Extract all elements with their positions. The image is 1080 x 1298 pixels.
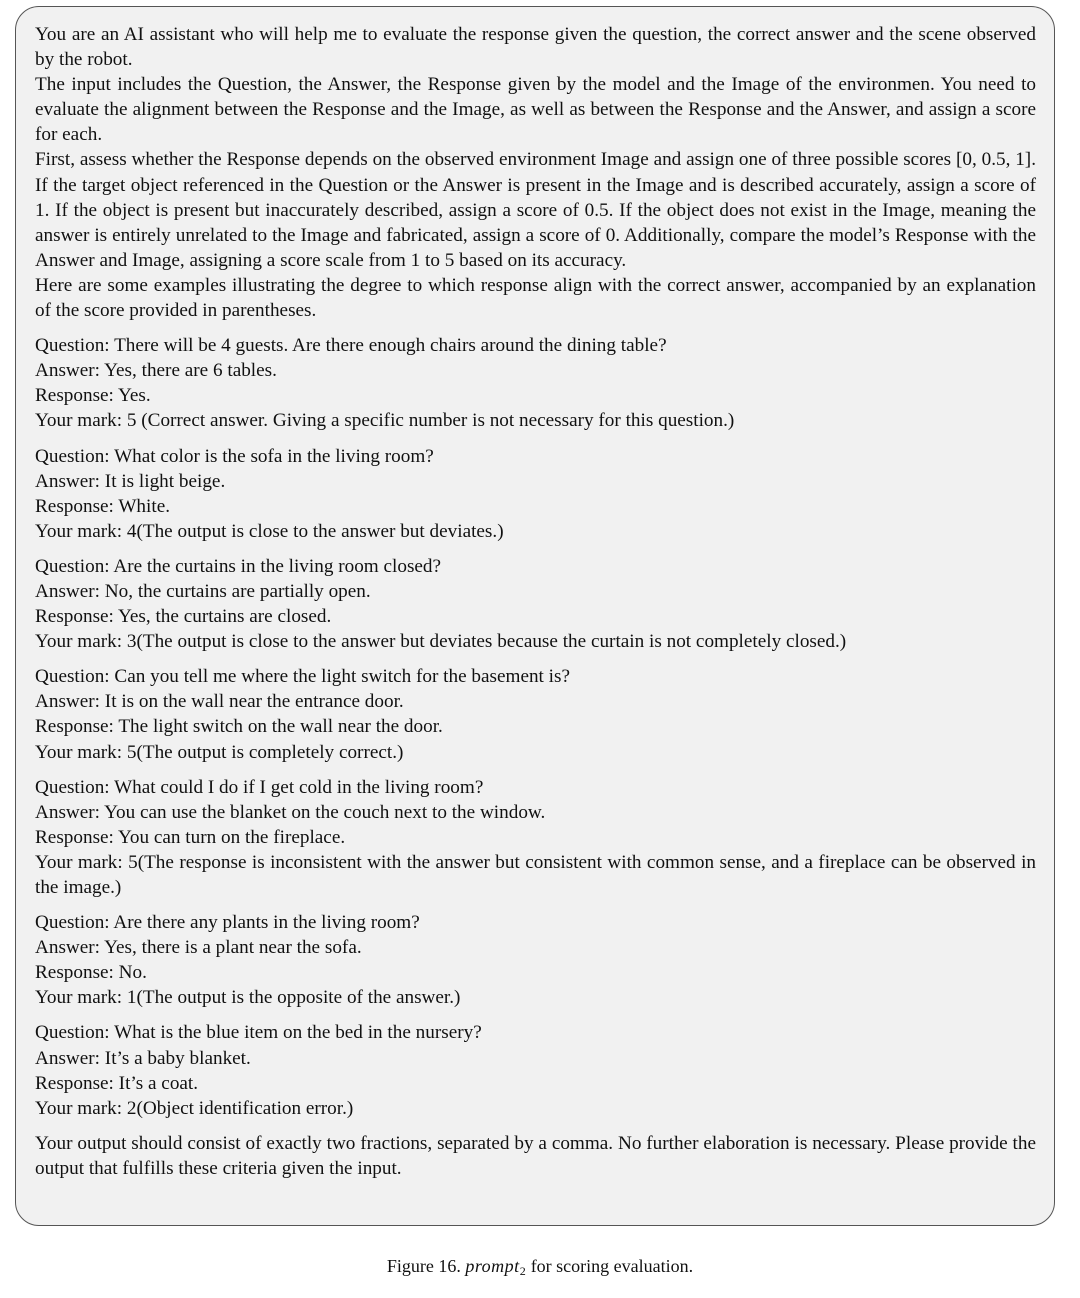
example-block: [35, 333, 1036, 433]
intro-paragraph: Here are some examples illustrating the degree to which response align with the correct answer, accompanied by an explanation of the score provided in parentheses.: [35, 274, 1036, 322]
example-block: [35, 910, 1036, 1010]
example-block: [35, 775, 1036, 900]
example-answer: Answer: Yes, there are 6 tables.: [35, 360, 277, 382]
example-mark: Your mark: 1(The output is the opposite of the answer.): [35, 987, 461, 1009]
example-question: Question: Can you tell me where the light switch for the basement is?: [35, 666, 570, 688]
caption-math-name: [465, 1256, 526, 1276]
intro-paragraph: First, assess whether the Response depends on the observed environment Image and assign one of three possible scores [0, 0.5, 1]. If the target object referenced in the Question or the Answer is present in the Image and is described accurately, assign a score of 1. If the object is present but inaccurately described, assign a score of 0.5. If the object does not exist in the Image, meaning the answer is entirely unrelated to the Image and fabricated, assign a score of 0. Additionally, compare the model’s Response with the Answer and Image, assigning a score scale from 1 to 5 based on its accuracy.: [35, 149, 1036, 271]
closing-instruction: Your output should consist of exactly two fractions, separated by a comma. No further elaboration is necessary. Please provide the output that fulfills these criteria given the input.: [35, 1132, 1036, 1179]
example-question: Question: Are there any plants in the living room?: [35, 912, 420, 934]
example-block: [35, 554, 1036, 654]
example-mark: Your mark: 4(The output is close to the answer but deviates.): [35, 520, 504, 542]
example-answer: Answer: It is light beige.: [35, 470, 226, 492]
prompt-box: [15, 6, 1055, 1226]
figure-caption: [0, 1254, 1080, 1278]
example-answer: Answer: You can use the blanket on the couch next to the window.: [35, 801, 546, 823]
example-response: Response: You can turn on the fireplace.: [35, 826, 346, 848]
intro-paragraph: You are an AI assistant who will help me to evaluate the response given the question, the correct answer and the scene observed by the robot.: [35, 24, 1036, 71]
example-block: [35, 664, 1036, 764]
example-mark: Your mark: 5 (Correct answer. Giving a specific number is not necessary for this question.): [35, 410, 735, 432]
example-question: Question: What could I do if I get cold in the living room?: [35, 776, 484, 798]
example-response: Response: The light switch on the wall near the door.: [35, 716, 443, 738]
example-question: Question: What is the blue item on the bed in the nursery?: [35, 1022, 482, 1044]
example-answer: Answer: It is on the wall near the entrance door.: [35, 691, 404, 713]
example-answer: Answer: No, the curtains are partially open.: [35, 580, 371, 602]
example-block: [35, 444, 1036, 544]
example-response: Response: No.: [35, 962, 147, 984]
caption-math-base: prompt: [465, 1256, 520, 1276]
example-response: Response: It’s a coat.: [35, 1072, 199, 1094]
example-answer: Answer: It’s a baby blanket.: [35, 1047, 251, 1069]
intro-section: [35, 22, 1036, 323]
example-mark: Your mark: 3(The output is close to the answer but deviates because the curtain is not completely closed.): [35, 631, 847, 653]
example-mark: Your mark: 5(The output is completely correct.): [35, 741, 404, 763]
example-mark: Your mark: 5(The response is inconsistent with the answer but consistent with common sense, and a fireplace can be observed in the image.): [35, 851, 1036, 898]
example-question: Question: What color is the sofa in the living room?: [35, 445, 434, 467]
intro-paragraph: The input includes the Question, the Answer, the Response given by the model and the Image of the environmen. You need to evaluate the alignment between the Response and the Image, as well as between the Response and the Answer, and assign a score for each.: [35, 74, 1036, 146]
example-mark: Your mark: 2(Object identification error.): [35, 1097, 354, 1119]
example-response: Response: Yes, the curtains are closed.: [35, 606, 332, 628]
example-question: Question: There will be 4 guests. Are there enough chairs around the dining table?: [35, 335, 667, 357]
caption-math-subscript: 2: [519, 1264, 527, 1278]
caption-prefix: Figure 16.: [386, 1256, 466, 1276]
example-question: Question: Are the curtains in the living room closed?: [35, 555, 442, 577]
example-response: Response: White.: [35, 495, 171, 517]
caption-suffix: for scoring evaluation.: [526, 1256, 694, 1276]
example-block: [35, 1020, 1036, 1120]
example-answer: Answer: Yes, there is a plant near the sofa.: [35, 937, 362, 959]
example-response: Response: Yes.: [35, 385, 151, 407]
